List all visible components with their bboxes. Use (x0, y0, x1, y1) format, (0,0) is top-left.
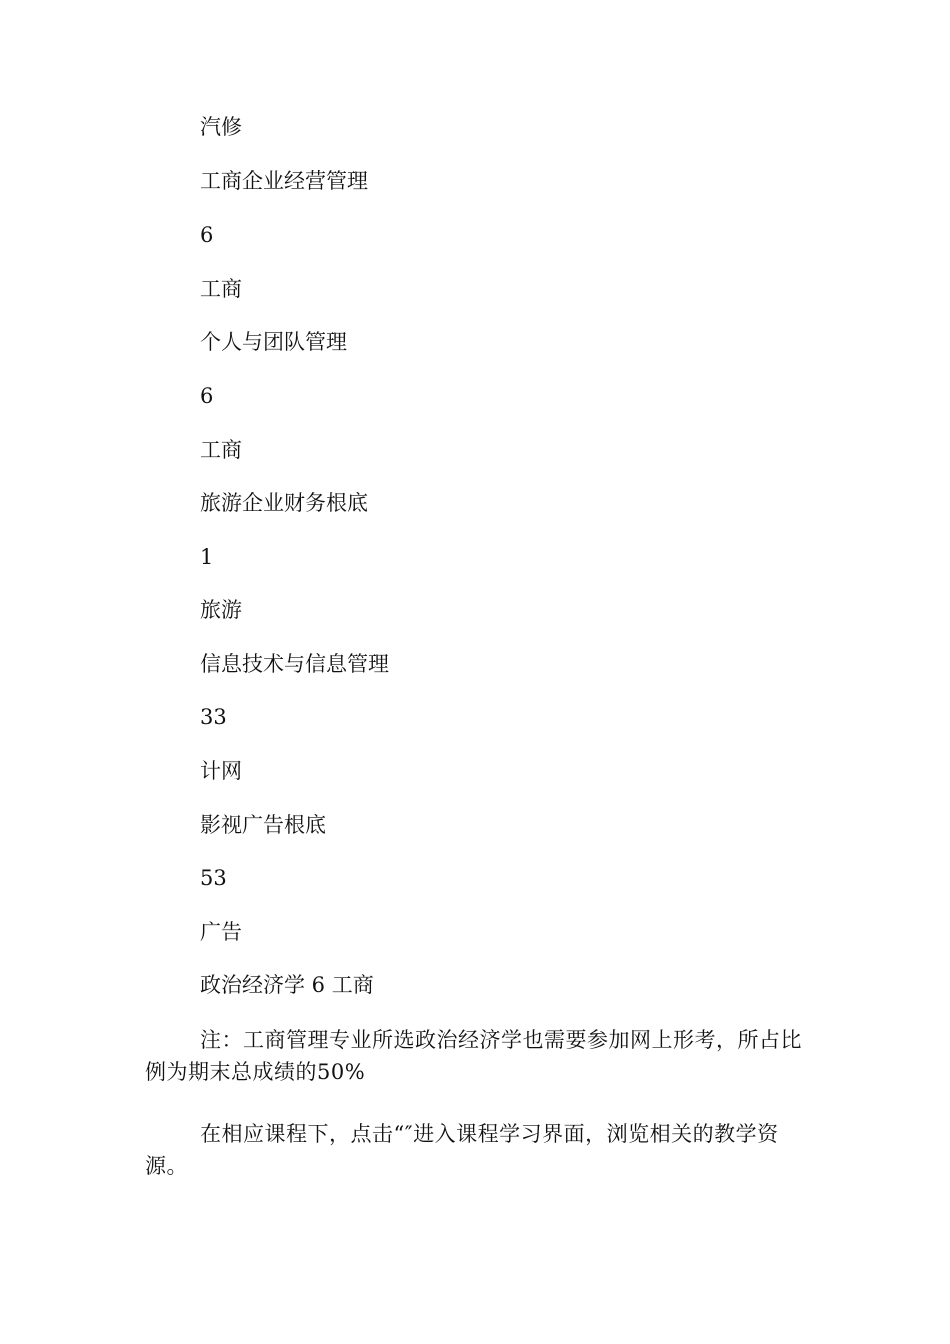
course-line: 信息技术与信息管理 (200, 652, 389, 676)
course-line: 旅游企业财务根底 (200, 491, 368, 515)
course-line: 旅游 (200, 598, 242, 622)
course-line: 工商 (200, 277, 242, 301)
course-line: 6 (200, 384, 214, 408)
course-line: 工商 (200, 438, 242, 462)
course-line: 53 (200, 866, 227, 890)
instruction-paragraph: 在相应课程下，点击“″进入课程学习界面，浏览相关的教学资源。 (145, 1122, 779, 1178)
course-line: 计网 (200, 759, 242, 783)
course-line: 政治经济学 6 工商 (200, 973, 374, 997)
course-line: 33 (200, 705, 227, 729)
course-line: 影视广告根底 (200, 813, 326, 837)
course-line: 1 (200, 545, 214, 569)
note-paragraph: 注：工商管理专业所选政治经济学也需要参加网上形考，所占比例为期末总成绩的50% (145, 1028, 802, 1084)
course-line: 广告 (200, 920, 242, 944)
course-line: 汽修 (200, 115, 242, 139)
course-line: 个人与团队管理 (200, 330, 347, 354)
course-line: 工商企业经营管理 (200, 169, 368, 193)
course-line: 6 (200, 223, 214, 247)
